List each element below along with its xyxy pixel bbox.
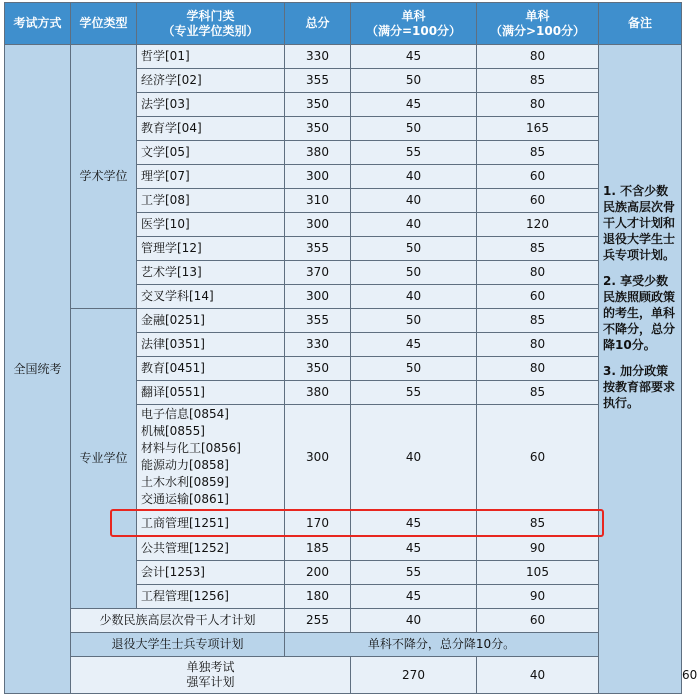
- total-cell: 300: [285, 405, 351, 510]
- engineering-subject: 机械[0855]: [141, 424, 205, 438]
- subject-cell: 会计[1253]: [137, 561, 285, 585]
- single-over-100-cell: 60: [477, 189, 599, 213]
- score-table: [4, 2, 697, 694]
- single-100-cell: 50: [351, 237, 477, 261]
- header-single-100: [351, 3, 477, 45]
- single-over-100-cell: 85: [477, 69, 599, 93]
- total-cell: 255: [285, 609, 351, 633]
- single-100-cell: 55: [351, 561, 477, 585]
- degree-professional-cell: 专业学位: [71, 309, 137, 609]
- total-cell: 370: [285, 261, 351, 285]
- total-cell: 330: [285, 45, 351, 69]
- single-over-100-cell: 80: [477, 333, 599, 357]
- header-total: 总分: [285, 3, 351, 45]
- total-cell: 350: [285, 357, 351, 381]
- engineering-subject: 电子信息[0854]: [141, 407, 229, 421]
- single-over-100-cell: 85: [477, 141, 599, 165]
- single-100-cell: 45: [351, 510, 477, 537]
- subject-cell: 工商管理[1251]: [137, 510, 285, 537]
- subject-cell: 教育学[04]: [137, 117, 285, 141]
- subject-cell: 经济学[02]: [137, 69, 285, 93]
- total-cell: 310: [285, 189, 351, 213]
- note-3: 3. 加分政策按教育部要求执行。: [603, 364, 676, 410]
- subject-cell: 文学[05]: [137, 141, 285, 165]
- header-degree-type: 学位类型: [71, 3, 137, 45]
- table-row: 单独考试 强军计划 270 40 60: [5, 657, 682, 694]
- single-over-100-cell: 80: [477, 261, 599, 285]
- single-over-100-cell: 85: [477, 309, 599, 333]
- single-100-cell: 50: [351, 309, 477, 333]
- note-1: 1. 不含少数民族高层次骨干人才计划和退役大学生士兵专项计划。: [603, 184, 676, 262]
- subject-cell: 法律[0351]: [137, 333, 285, 357]
- header-single-100-line2: （满分=100分）: [365, 23, 462, 38]
- engineering-subjects-cell: [137, 405, 285, 510]
- subject-cell: 法学[03]: [137, 93, 285, 117]
- single-over-100-cell: 80: [477, 357, 599, 381]
- header-single-over-100-line2: （满分>100分）: [489, 23, 586, 38]
- single-over-100-cell: 85: [477, 381, 599, 405]
- subject-cell: 艺术学[13]: [137, 261, 285, 285]
- single-over-100-cell: 60: [477, 405, 599, 510]
- total-cell: 380: [285, 381, 351, 405]
- single-100-cell: 40: [351, 213, 477, 237]
- single-100-cell: 45: [351, 333, 477, 357]
- subject-cell: 金融[0251]: [137, 309, 285, 333]
- single-100-cell: 40: [351, 285, 477, 309]
- header-single-100-line1: 单科: [401, 8, 426, 23]
- total-cell: 355: [285, 237, 351, 261]
- single-100-cell: 45: [351, 585, 477, 609]
- total-cell: 200: [285, 561, 351, 585]
- single-100-cell: 45: [351, 93, 477, 117]
- subject-cell: 管理学[12]: [137, 237, 285, 261]
- single-over-100-cell: 60: [477, 165, 599, 189]
- single-over-100-cell: 80: [477, 45, 599, 69]
- total-cell: 330: [285, 333, 351, 357]
- single-100-cell: 45: [351, 45, 477, 69]
- header-single-over-100: [477, 3, 599, 45]
- notes-cell: [599, 45, 682, 694]
- engineering-subject: 土木水利[0859]: [141, 475, 229, 489]
- subject-cell: 公共管理[1252]: [137, 537, 285, 561]
- engineering-subject: 交通运输[0861]: [141, 492, 229, 506]
- separate-exam-line1: 单独考试: [186, 660, 235, 674]
- header-subject-line1: 学科门类: [186, 8, 235, 23]
- subject-cell: 哲学[01]: [137, 45, 285, 69]
- subject-cell: 翻译[0551]: [137, 381, 285, 405]
- veteran-plan-text: 单科不降分，总分降10分。: [285, 633, 599, 657]
- single-over-100-cell: 85: [477, 510, 599, 537]
- single-100-cell: 45: [351, 537, 477, 561]
- table-row: [5, 45, 682, 69]
- single-100-cell: 50: [351, 357, 477, 381]
- single-over-100-cell: 60: [477, 285, 599, 309]
- engineering-subject: 材料与化工[0856]: [141, 441, 241, 455]
- total-cell: 180: [285, 585, 351, 609]
- single-over-100-cell: 120: [477, 213, 599, 237]
- single-over-100-cell: 85: [477, 237, 599, 261]
- single-over-100-cell: 60: [477, 609, 599, 633]
- total-cell: 270: [351, 657, 477, 694]
- table-row: [5, 609, 682, 633]
- single-100-cell: 55: [351, 141, 477, 165]
- total-cell: 380: [285, 141, 351, 165]
- subject-cell: 工学[08]: [137, 189, 285, 213]
- total-cell: 355: [285, 309, 351, 333]
- total-cell: 350: [285, 117, 351, 141]
- single-100-cell: 40: [351, 609, 477, 633]
- veteran-plan-label: 退役大学生士兵专项计划: [71, 633, 285, 657]
- table-row: [5, 309, 682, 333]
- single-100-cell: 40: [477, 657, 599, 694]
- total-cell: 185: [285, 537, 351, 561]
- single-over-100-cell: 105: [477, 561, 599, 585]
- single-100-cell: 50: [351, 261, 477, 285]
- total-cell: 300: [285, 213, 351, 237]
- engineering-subject: 能源动力[0858]: [141, 458, 229, 472]
- single-100-cell: 55: [351, 381, 477, 405]
- subject-cell: 理学[07]: [137, 165, 285, 189]
- degree-academic-cell: 学术学位: [71, 45, 137, 309]
- total-cell: 300: [285, 285, 351, 309]
- total-cell: 350: [285, 93, 351, 117]
- single-100-cell: 50: [351, 117, 477, 141]
- single-over-100-cell: 90: [477, 585, 599, 609]
- table-row: [5, 633, 682, 657]
- total-cell: 170: [285, 510, 351, 537]
- method-unified-cell: 全国统考: [5, 45, 71, 694]
- single-100-cell: 40: [351, 405, 477, 510]
- single-over-100-cell: 90: [477, 537, 599, 561]
- single-100-cell: 40: [351, 189, 477, 213]
- single-over-100-cell: 80: [477, 93, 599, 117]
- total-cell: 355: [285, 69, 351, 93]
- header-single-over-100-line1: 单科: [525, 8, 550, 23]
- separate-exam-label: [71, 657, 351, 694]
- subject-cell: 工程管理[1256]: [137, 585, 285, 609]
- single-over-100-cell: 165: [477, 117, 599, 141]
- note-2: 2. 享受少数民族照顾政策的考生，单科不降分，总分降10分。: [603, 274, 676, 352]
- separate-exam-line2: 强军计划: [186, 675, 235, 689]
- minority-plan-label: 少数民族高层次骨干人才计划: [71, 609, 285, 633]
- subject-cell: 交叉学科[14]: [137, 285, 285, 309]
- header-method: 考试方式: [5, 3, 71, 45]
- header-subject: [137, 3, 285, 45]
- single-100-cell: 50: [351, 69, 477, 93]
- header-subject-line2: （专业学位类别）: [162, 23, 259, 38]
- single-100-cell: 40: [351, 165, 477, 189]
- header-row: [5, 3, 682, 45]
- header-notes: 备注: [599, 3, 682, 45]
- total-cell: 300: [285, 165, 351, 189]
- subject-cell: 教育[0451]: [137, 357, 285, 381]
- subject-cell: 医学[10]: [137, 213, 285, 237]
